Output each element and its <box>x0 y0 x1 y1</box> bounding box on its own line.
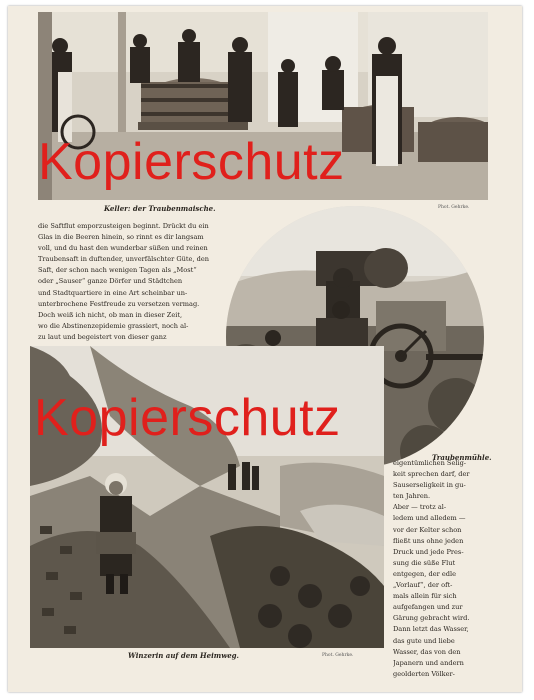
text-line: Gärung gebracht wird. <box>393 614 470 623</box>
text-line: die Saftflut emporzusteigen beginnt. Drückt du ein <box>38 222 209 230</box>
grape-mill-caption: Traubenmühle. <box>432 453 492 462</box>
text-line: Traubensaft in duftender, unverfälschter Güte, den <box>38 255 210 264</box>
cellar-credit: Phot. Gehrke. <box>438 205 470 210</box>
text-line: zu laut und begeistert von dieser ganz <box>38 332 167 341</box>
text-line: entgegen, der edle <box>393 569 456 578</box>
text-line: wo die Abstinenzepidemie grassiert, noch al- <box>38 321 189 330</box>
text-line: Japanern und andern <box>393 658 464 667</box>
article-text-right <box>393 458 493 680</box>
text-line: keit sprechen darf, der <box>393 470 470 479</box>
text-line: Doch weiß ich nicht, ob man in dieser Zeit, <box>38 310 183 319</box>
text-line: Glas in die Beeren hinein, so rinnt es dir langsam <box>38 233 204 242</box>
text-line: und Stadtquartiere in eine Art scheinbar un- <box>38 288 188 297</box>
text-line: fließt uns ohne jeden <box>393 536 464 545</box>
text-line: unterbrochene Festfreude zu versetzen vermag. <box>38 299 200 308</box>
text-line: Aber — trotz al- <box>393 503 447 512</box>
text-line: geolderten Völker- <box>393 669 455 678</box>
text-line: oder „Sauser“ ganze Dörfer und Städtchen <box>38 277 183 286</box>
cellar-caption: Keller: der Traubenmaische. <box>104 204 216 213</box>
text-line: eigentümlichen Selig- <box>393 459 467 467</box>
text-line: Druck und jede Pres- <box>393 547 464 556</box>
text-line: aufgefangen und zur <box>393 603 463 612</box>
text-line: Sauserseligkeit in gu- <box>393 481 466 490</box>
text-line: Saft, der schon nach wenigen Tagen als „Most“ <box>38 266 197 275</box>
text-line: „Vorlauf“, der oft- <box>393 581 453 590</box>
watermark-bottom: Kopierschutz <box>34 389 341 447</box>
article-text-left <box>38 221 256 343</box>
magazine-page <box>8 6 522 692</box>
text-line: vor der Kelter schon <box>393 525 462 534</box>
text-line: ten Jahren. <box>393 492 431 501</box>
winegrower-caption: Winzerin auf dem Heimweg. <box>128 651 239 660</box>
watermark-top: Kopierschutz <box>38 133 345 191</box>
text-line: Wasser, das von den <box>393 647 461 656</box>
text-line: das gute und liebe <box>393 636 455 645</box>
text-line: ledem und alledem — <box>393 514 466 523</box>
text-line: sung die süße Flut <box>393 558 456 567</box>
text-line: Dann letzt das Wasser, <box>393 625 469 634</box>
text-line: voll, und du hast den wunderbar süßen und reinen <box>38 244 208 253</box>
winegrower-credit: Phot. Gehrke. <box>322 653 354 658</box>
text-line: mals allein für sich <box>393 592 457 601</box>
